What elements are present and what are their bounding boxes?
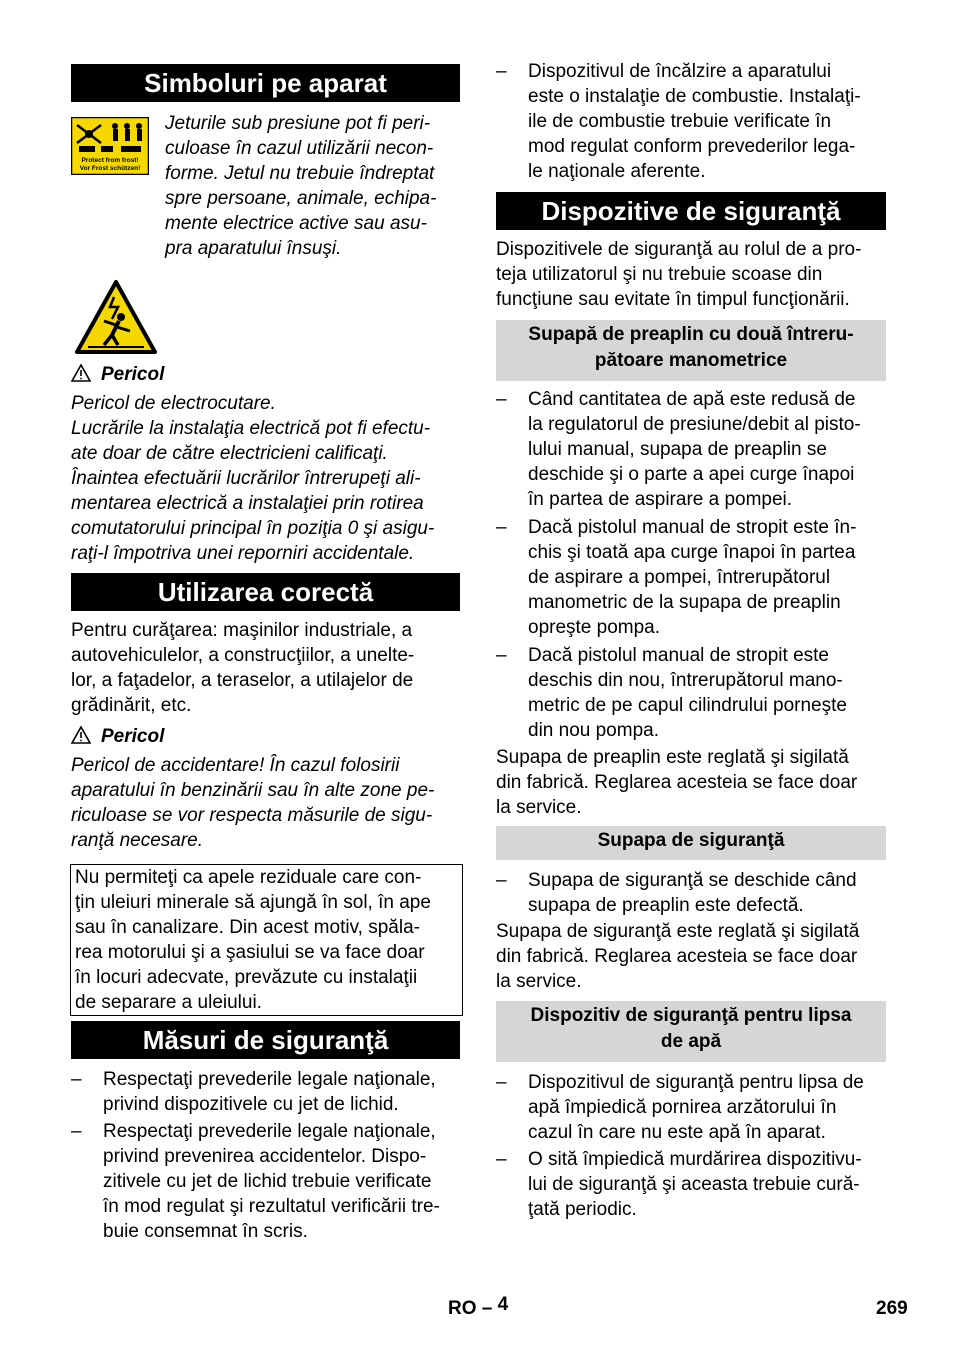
footer-section-label <box>448 1294 509 1320</box>
electrocution-warning-triangle-icon <box>74 279 158 355</box>
list-item <box>496 515 886 640</box>
symbol-description: Jeturile sub presiune pot fi peri- culoase în cazul utilizării necon- forme. Jetul nu trebuie îndreptat spre persoane, animale, echipa- mente electrice active sau asu- pra aparatului însuşi. <box>165 113 437 259</box>
list-item <box>496 387 886 512</box>
correct-use-text: Pentru curăţarea: maşinilor industriale, a autovehiculelor, a construcţiilor, a unelte- lor, a faţadelor, a teraselor, a utilajelor de grădinărit, etc. <box>71 620 415 716</box>
list-dash: – <box>496 517 507 538</box>
list-dash: – <box>496 1072 507 1093</box>
oil-separation-note-box: Nu permiteţi ca apele reziduale care con- ţin uleiuri minerale să ajungă în sol, în ape sau în canalizare. Din acest motiv, spăla- rea motorului şi a şasiului se va face doar în locuri adecvate, prevăzute cu instalaţii de separare a uleiului. <box>70 864 463 1016</box>
list-item <box>496 868 886 918</box>
page-number: 269 <box>876 1298 908 1319</box>
water-shortage-item-text: Dispozitivul de siguranţă pentru lipsa de apă împiedică pornirea arzătorului în cazul în care nu este apă în aparat. <box>528 1072 864 1143</box>
heating-device-text: Dispozitivul de încălzire a aparatului este o instalaţie de combustie. Instalaţi- ile de combustie trebuie verificate în mod regulat conform prevederilor lega- le naţionale aferente. <box>528 61 861 182</box>
heading-symbols: Simboluri pe aparat <box>71 64 460 102</box>
list-dash: – <box>496 645 507 666</box>
pressure-jet-warning-symbol-icon <box>71 117 149 175</box>
danger2-title: Pericol <box>101 726 165 747</box>
footer-dash: – <box>481 1298 493 1319</box>
safety-valve-item-text: Supapa de siguranţă se deschide când supapa de preaplin este defectă. <box>528 870 857 916</box>
danger1-title-row <box>71 362 164 387</box>
list-dash: – <box>71 1069 82 1090</box>
symbol-label-2: Vor Frost schützen! <box>79 165 141 172</box>
subheading-water-shortage: Dispozitiv de siguranţă pentru lipsa de apă <box>496 1001 886 1062</box>
list-item <box>496 59 886 184</box>
warning-triangle-icon <box>71 726 91 744</box>
footer-lang: RO <box>448 1298 477 1319</box>
subheading-overflow-valve: Supapă de preaplin cu două întreru- pătoare manometrice <box>496 320 886 381</box>
list-dash: – <box>71 1121 82 1142</box>
heading-safety-devices: Dispozitive de siguranţă <box>496 192 886 230</box>
safety-devices-intro: Dispozitivele de siguranţă au rolul de a pro- teja utilizatorul şi nu trebuie scoase din funcţiune sau evitate în timpul funcţionării. <box>496 239 862 310</box>
measure-text: Respectaţi prevederile legale naţionale, privind prevenirea accidentelor. Dispo- zitivele cu jet de lichid trebuie verificate în mod regulat şi rezultatul verificării tre- buie consemnat în scris. <box>103 1121 440 1242</box>
list-item <box>496 643 886 743</box>
list-item <box>496 1070 886 1145</box>
danger1-title: Pericol <box>101 364 165 385</box>
overflow-valve-note: Supapa de preaplin este reglată şi sigilată din fabrică. Reglarea acesteia se face doar la service. <box>496 747 858 818</box>
list-dash: – <box>496 61 507 82</box>
list-dash: – <box>496 1149 507 1170</box>
list-item <box>71 1067 460 1117</box>
heading-safety-measures: Măsuri de siguranţă <box>71 1021 460 1059</box>
footer-section-page: 4 <box>497 1294 509 1315</box>
measure-text: Respectaţi prevederile legale naţionale, privind dispozitivele cu jet de lichid. <box>103 1069 436 1115</box>
heading-correct-use: Utilizarea corectă <box>71 573 460 611</box>
subheading-safety-valve: Supapa de siguranţă <box>496 826 886 860</box>
danger1-text: Pericol de electrocutare. Lucrările la instalaţia electrică pot fi efectu- ate doar de către electricieni calificaţi. Înaintea efectuării lucrărilor întrerupeţi ali- mentarea electrică a instalaţiei prin rotirea comutatorului principal în poziţia 0 şi asigu- raţi-l împotriva unei reporniri accidentale. <box>71 393 435 564</box>
warning-triangle-icon <box>71 364 91 382</box>
danger2-title-row <box>71 724 164 749</box>
symbol-label-1: Protect from frost! <box>81 157 139 164</box>
list-dash: – <box>496 389 507 410</box>
danger2-text: Pericol de accidentare! În cazul folosirii aparatului în benzinării sau în alte zone pe- riculoase se vor respecta măsurile de sigu- ranţă necesare. <box>71 755 435 851</box>
safety-valve-note: Supapa de siguranţă este reglată şi sigilată din fabrică. Reglarea acesteia se face doar la service. <box>496 921 860 992</box>
list-item <box>71 1119 460 1244</box>
list-dash: – <box>496 870 507 891</box>
list-item <box>496 1147 886 1222</box>
overflow-item-text: Dacă pistolul manual de stropit este în- chis şi toată apa curge înapoi în partea de aspirare a pompei, întrerupătorul manometric de la supapa de preaplin opreşte pompa. <box>528 517 857 638</box>
water-shortage-item-text: O sită împiedică murdărirea dispozitivu- lui de siguranţă şi aceasta trebuie cură- ţată periodic. <box>528 1149 862 1220</box>
overflow-item-text: Când cantitatea de apă este redusă de la regulatorul de presiune/debit al pisto- lului manual, supapa de preaplin se deschide şi o parte a apei curge înapoi în partea de aspirare a pompei. <box>528 389 861 510</box>
overflow-item-text: Dacă pistolul manual de stropit este deschis din nou, întrerupătorul mano- metric de pe capul cilindrului porneşte din nou pompa. <box>528 645 847 741</box>
